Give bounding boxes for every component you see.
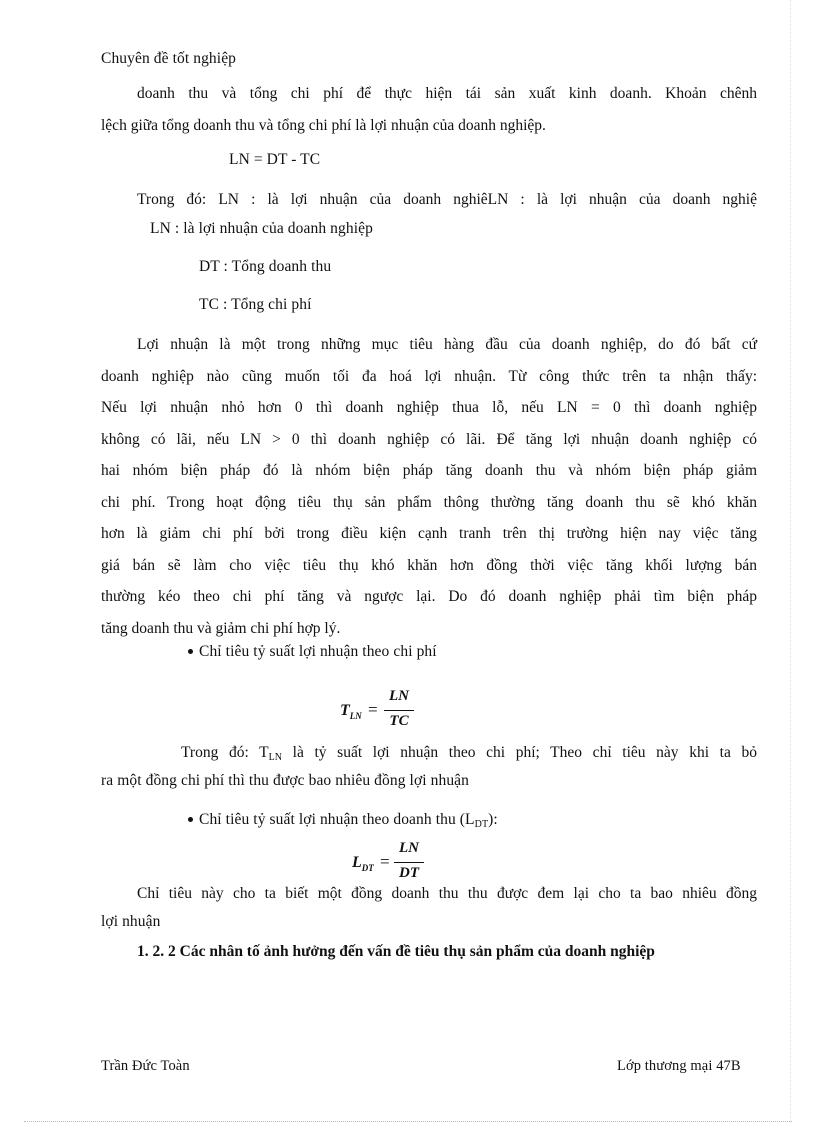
where-line: Trong đó: LN : là lợi nhuận của doanh nghiêLN : là lợi nhuận của doanh nghiệ — [137, 191, 757, 208]
paragraph-line: doanh nghiệp nào cũng muốn tối đa hoá lợi nhuận. Từ công thức trên ta nhận thấy: — [101, 368, 757, 385]
where-line: LN : là lợi nhuận của doanh nghiệp — [150, 220, 373, 237]
formula-main: LN = DT - TC — [229, 151, 321, 168]
bullet-icon — [188, 817, 193, 822]
bullet-item: Chỉ tiêu tỷ suất lợi nhuận theo doanh thu $(L_{DT})$: — [188, 811, 498, 830]
formula-numerator: LN — [389, 688, 409, 704]
explain-line: Trong đó: $T_{LN}$ là tỷ suất lợi nhuận theo chi phí; Theo chỉ tiêu này khi ta bỏ — [181, 744, 757, 763]
footer-class: Lớp thương mại 47B — [617, 1058, 741, 1074]
where-tc: TC : Tổng chi phí — [199, 296, 312, 313]
paragraph-line: Lợi nhuận là một trong những mục tiêu hàng đầu của doanh nghiệp, do đó bất cứ — [137, 336, 757, 353]
fraction-bar — [394, 862, 424, 863]
formula-lhs: $L_{DT}$ — [352, 854, 374, 874]
formula-equals: = — [368, 700, 378, 719]
paragraph-line: doanh thu và tổng chi phí để thực hiện tái sản xuất kinh doanh. Khoản chênh — [137, 85, 757, 102]
paragraph-line: lệch giữa tổng doanh thu và tổng chi phí là lợi nhuận của doanh nghiệp. — [101, 117, 546, 134]
page-border-right — [790, 0, 791, 1123]
paragraph-line: thường kéo theo chi phí tăng và ngược lại. Do đó doanh nghiệp phải tìm biện pháp — [101, 588, 757, 605]
paragraph-line: hơn là giảm chi phí bởi trong điều kiện cạnh tranh trên thị trường hiện nay việc tăng — [101, 525, 757, 542]
paragraph-line: giá bán sẽ làm cho việc tiêu thụ khó khăn hơn đồng thời việc tăng khối lượng bán — [101, 557, 757, 574]
formula-equals: = — [380, 852, 390, 871]
where-dt: DT : Tổng doanh thu — [199, 258, 332, 275]
formula-denominator: DT — [399, 865, 419, 881]
bullet-item: Chỉ tiêu tỷ suất lợi nhuận theo chi phí — [188, 643, 437, 661]
explain-line: lợi nhuận — [101, 913, 161, 930]
formula-numerator: LN — [399, 840, 419, 856]
paragraph-line: chi phí. Trong hoạt động tiêu thụ sản phẩm thông thường tăng doanh thu sẽ khó khăn — [101, 494, 757, 511]
fraction-bar — [384, 710, 414, 711]
formula-denominator: TC — [389, 713, 409, 729]
paragraph-line: Nếu lợi nhuận nhỏ hơn 0 thì doanh nghiệp thua lỗ, nếu LN = 0 thì doanh nghiệp — [101, 399, 757, 416]
explain-line: Chỉ tiêu này cho ta biết một đồng doanh thu thu được đem lại cho ta bao nhiêu đồng — [137, 885, 757, 902]
page-border-bottom — [24, 1121, 792, 1122]
paragraph-line: tăng doanh thu và giảm chi phí hợp lý. — [101, 620, 341, 637]
paragraph-line: hai nhóm biện pháp đó là nhóm biện pháp tăng doanh thu và nhóm biện pháp giảm — [101, 462, 757, 479]
bullet-icon — [188, 649, 193, 654]
footer-author: Trần Đức Toàn — [101, 1058, 190, 1074]
paragraph-line: không có lãi, nếu LN > 0 thì doanh nghiệp có lãi. Để tăng lợi nhuận doanh nghiệp có — [101, 431, 757, 448]
formula-lhs: $T_{LN}$ — [340, 702, 362, 722]
explain-line: ra một đồng chi phí thì thu được bao nhiêu đồng lợi nhuận — [101, 772, 469, 789]
section-heading: 1. 2. 2 Các nhân tố ảnh hưởng đến vấn đề tiêu thụ sản phẩm của doanh nghiệp — [137, 943, 655, 960]
page-header: Chuyên đề tốt nghiệp — [101, 50, 237, 67]
